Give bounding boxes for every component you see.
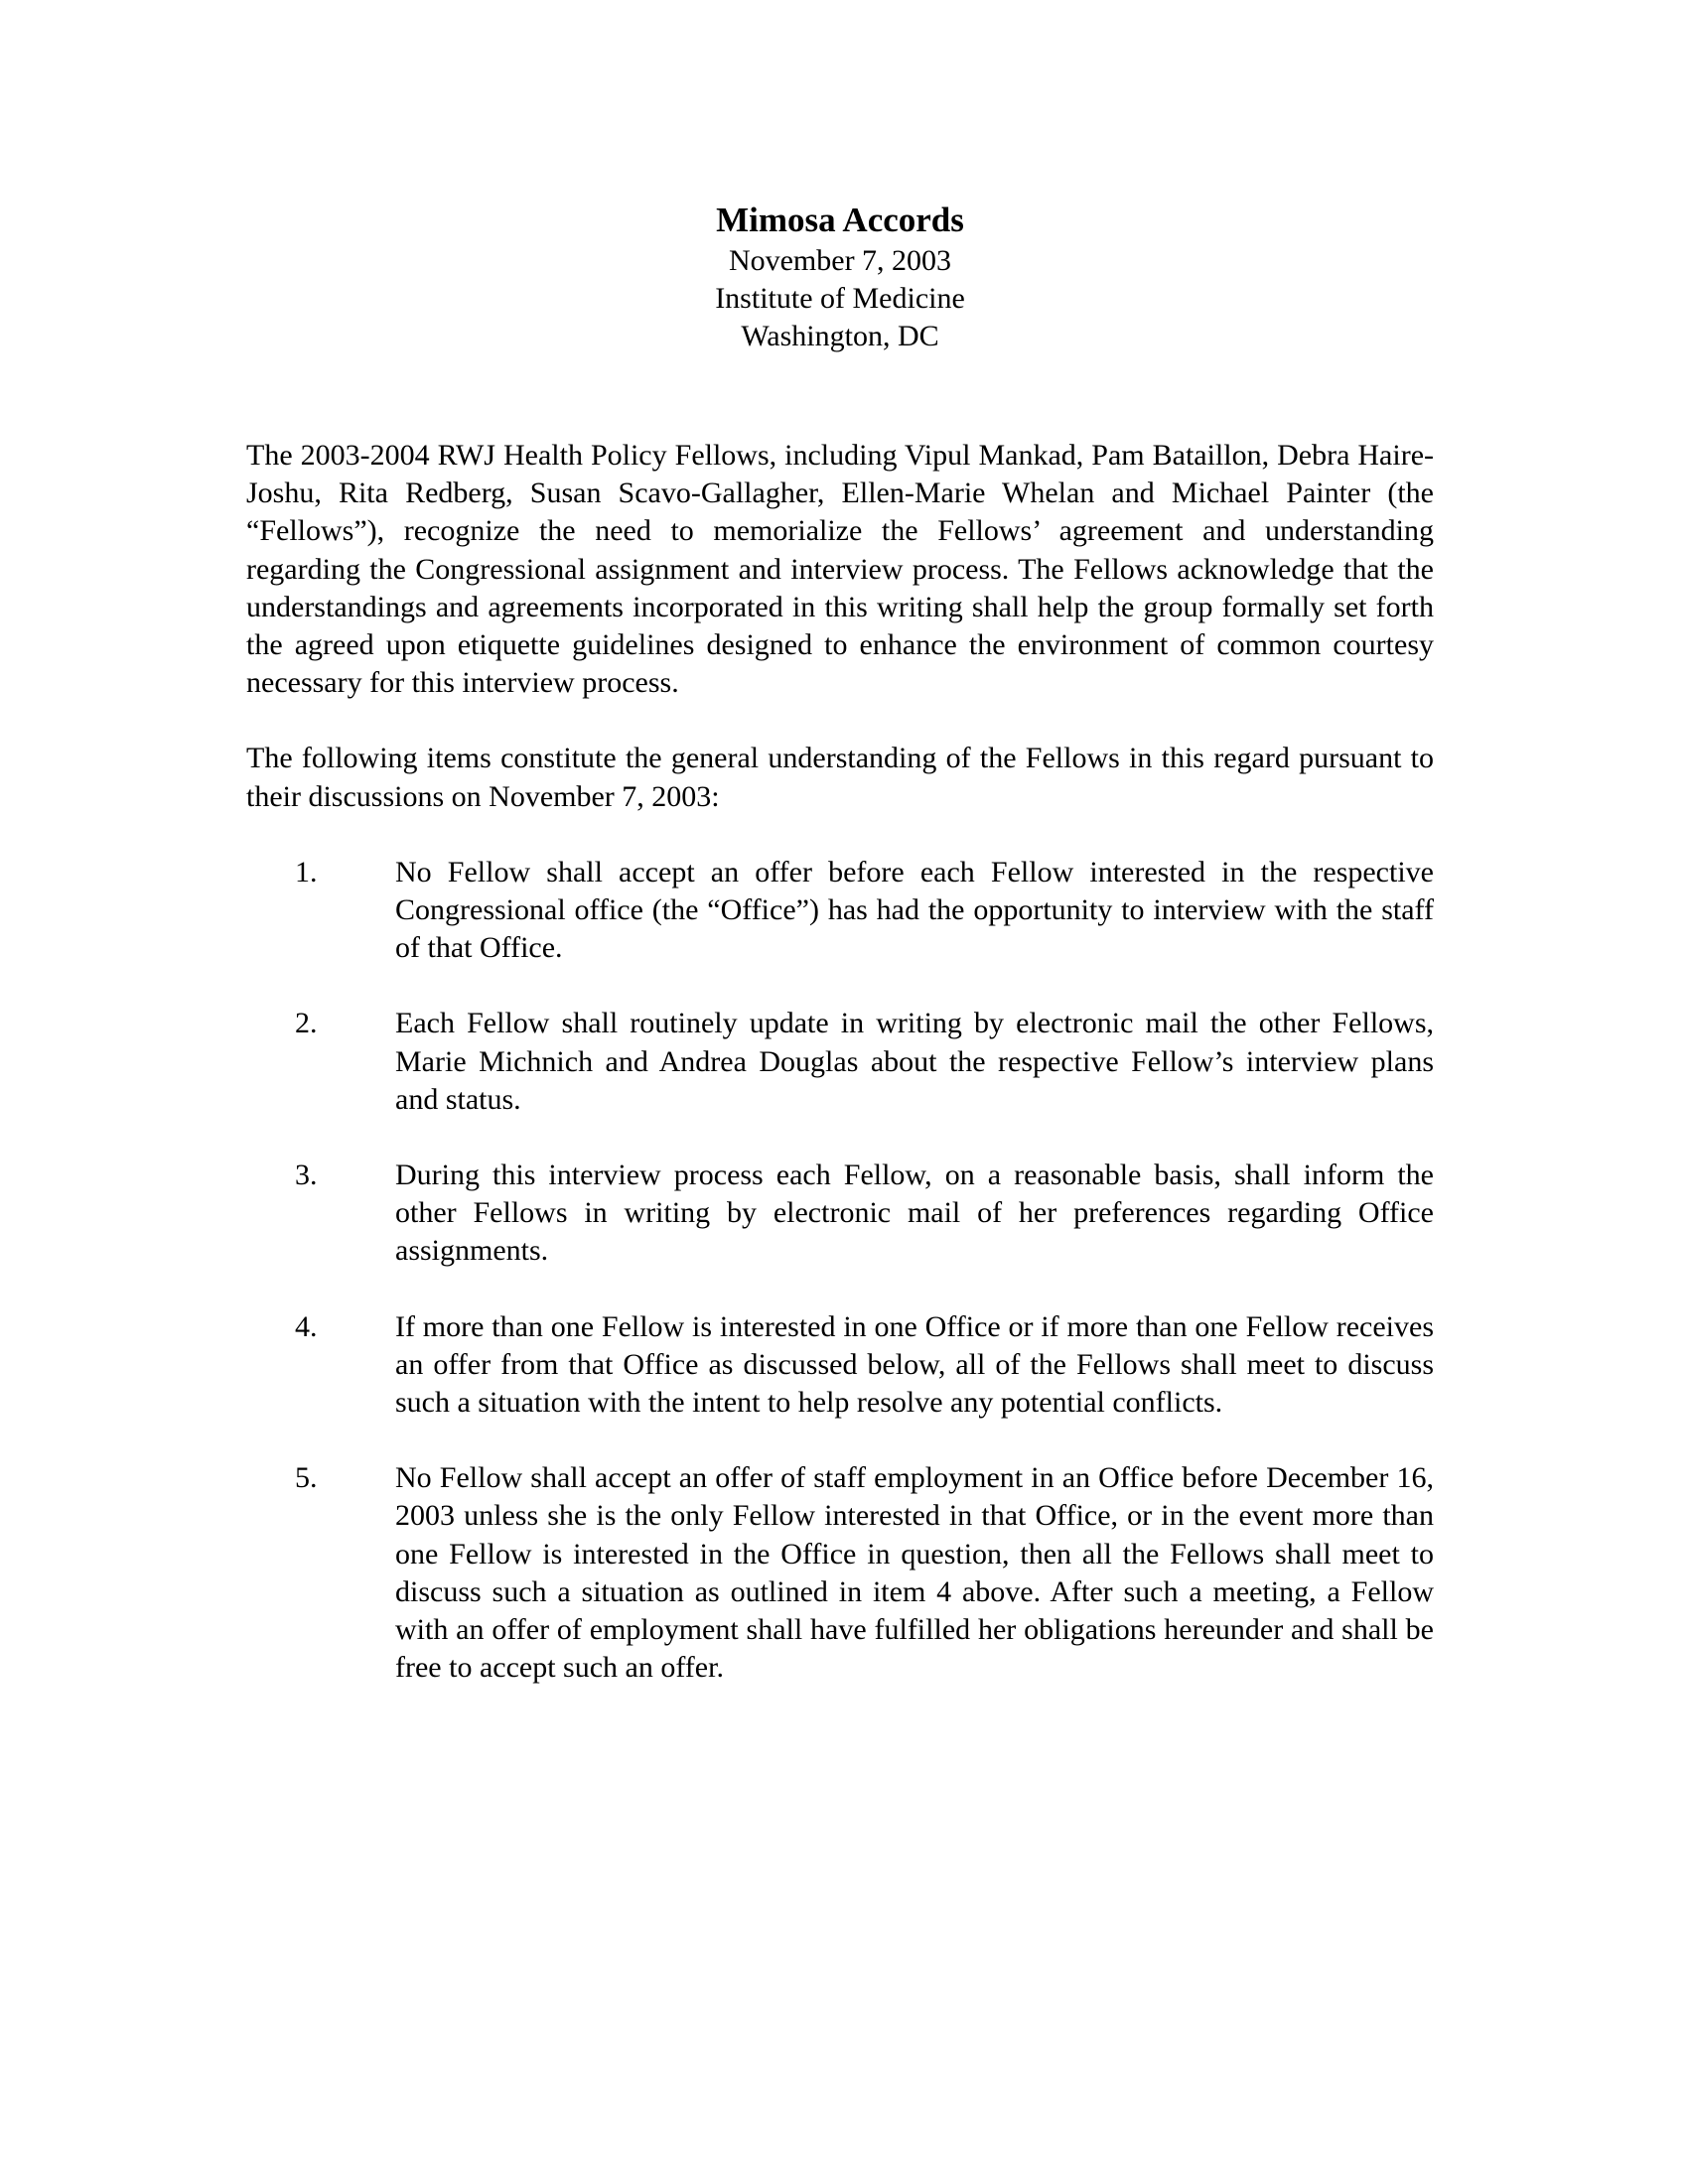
list-item-text: No Fellow shall accept an offer of staff employment in an Office before December 16, 2003 unless she is the only Fellow interested in that Office, or in the event more than one Fellow is interested in the Office in question, then all the Fellows shall meet to discuss such a situation as outlined in item 4 above. After such a meeting, a Fellow with an offer of employment shall have fulfilled her obligations hereunder and shall be free to accept such an offer. [395, 1461, 1434, 1685]
lead-in-paragraph: The following items constitute the general understanding of the Fellows in this regard pursuant to their discussions on November 7, 2003: [246, 742, 1434, 813]
list-item-number: 3. [295, 1159, 318, 1192]
list-item-text: No Fellow shall accept an offer before each Fellow interested in the respective Congressional office (the “Office”) has had the opportunity to interview with the staff of that Office. [395, 855, 1434, 965]
list-item-number: 5. [295, 1461, 318, 1495]
list-item [246, 1157, 1434, 1271]
document-page [246, 199, 1434, 1724]
document-header [246, 199, 1434, 355]
document-title: Mimosa Accords [716, 201, 964, 239]
accord-items-list [246, 854, 1434, 1688]
list-item-text: If more than one Fellow is interested in one Office or if more than one Fellow receives an offer from that Office as discussed below, all of the Fellows shall meet to discuss such a situation with the intent to help resolve any potential conflicts. [395, 1309, 1434, 1420]
list-item-number: 1. [295, 855, 318, 888]
list-item [246, 854, 1434, 968]
document-date: November 7, 2003 [728, 244, 952, 277]
list-item-number: 4. [295, 1309, 318, 1343]
list-item [246, 1005, 1434, 1119]
list-item-text: During this interview process each Fellow, on a reasonable basis, shall inform the other Fellows in writing by electronic mail of her preferences regarding Office assignments. [395, 1159, 1434, 1268]
document-institution: Institute of Medicine [715, 282, 965, 315]
list-item-text: Each Fellow shall routinely update in writing by electronic mail the other Fellows, Marie Michnich and Andrea Douglas about the respective Fellow’s interview plans and status. [395, 1007, 1434, 1116]
list-item [246, 1308, 1434, 1423]
list-item [246, 1459, 1434, 1687]
list-item-number: 2. [295, 1007, 318, 1040]
intro-paragraph: The 2003-2004 RWJ Health Policy Fellows, including Vipul Mankad, Pam Bataillon, Debra Haire-Joshu, Rita Redberg, Susan Scavo-Gallagher, Ellen-Marie Whelan and Michael Painter (the “Fellows”), recognize the need to memorialize the Fellows’ agreement and understanding regarding the Congressional assignment and interview process. The Fellows acknowledge that the understandings and agreements incorporated in this writing shall help the group formally set forth the agreed upon etiquette guidelines designed to enhance the environment of common courtesy necessary for this interview process. [246, 439, 1434, 700]
document-location: Washington, DC [741, 320, 939, 352]
